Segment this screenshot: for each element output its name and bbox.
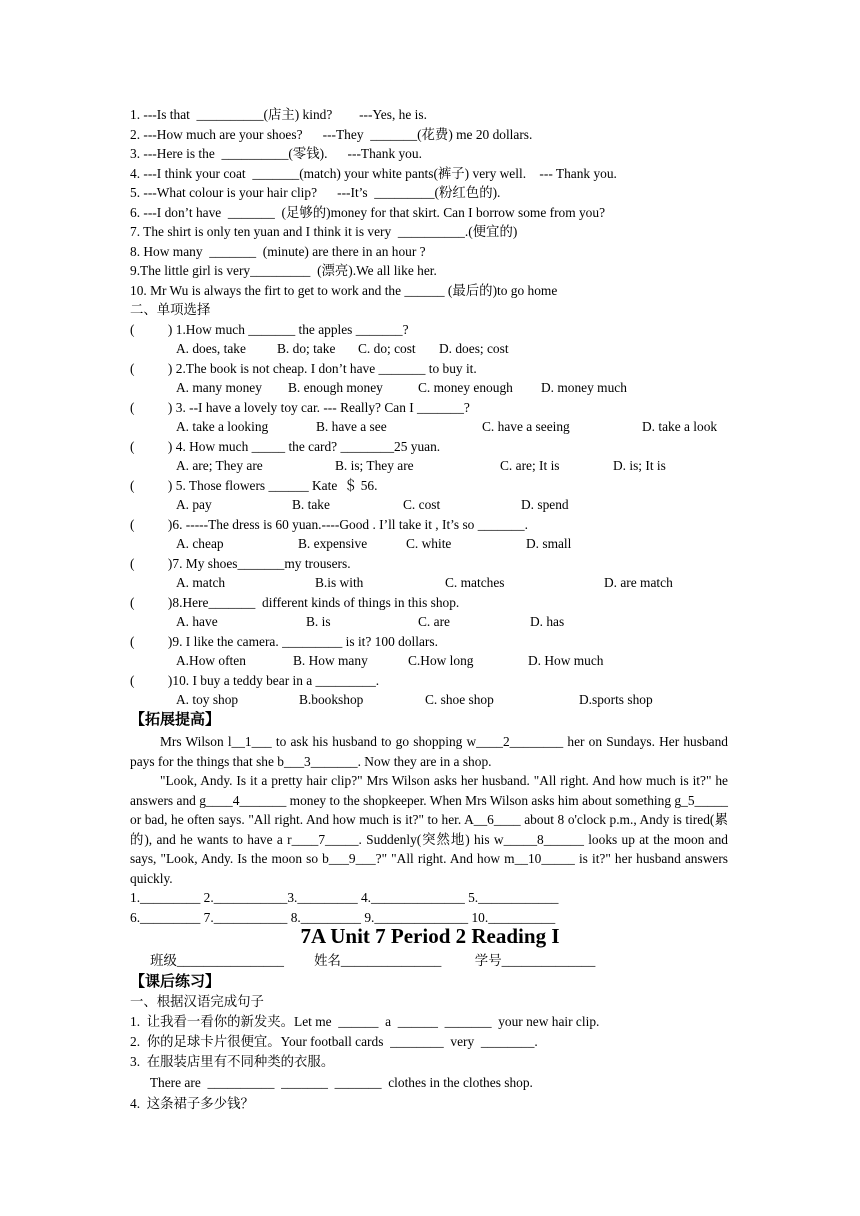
mc-question-1: ( ) 1.How much _______ the apples _______? — [130, 321, 409, 337]
mc-9-option-d: D. How much — [528, 653, 604, 668]
fill-in-item-6: 6. ---I don’t have _______ (足够的)money for that skirt. Can I borrow some from you? — [130, 204, 606, 220]
extension-heading: 【拓展提高】 — [130, 710, 221, 728]
mc-8-option-a: A. have — [176, 614, 218, 629]
mc-3-option-d: D. take a look — [642, 419, 718, 434]
mc-10-option-c: C. shoe shop — [425, 692, 494, 707]
fill-in-item-1: 1. ---Is that __________(店主) kind? ---Yes, he is. — [130, 107, 427, 122]
mc-4-option-b: B. is; They are — [335, 458, 414, 473]
mc-4-option-a: A. are; They are — [176, 458, 263, 473]
homework-heading: 【课后练习】 — [130, 972, 221, 990]
mc-2-option-d: D. money much — [541, 380, 627, 395]
lesson-title: 7A Unit 7 Period 2 Reading I — [300, 924, 560, 948]
mc-9-option-a: A.How often — [176, 653, 246, 668]
mc-5-option-d: D. spend — [521, 497, 569, 512]
translate-item-4: 4. 这条裙子多少钱？ — [130, 1096, 254, 1111]
mc-6-option-c: C. white — [406, 536, 452, 551]
mc-6-option-a: A. cheap — [176, 536, 224, 551]
fill-in-item-7: 7. The shirt is only ten yuan and I think it is very __________.(便宜的) — [130, 224, 518, 239]
translate-item-1: 1. 让我看一看你的新发夹。Let me ______ a ______ _______ your new hair clip. — [130, 1014, 600, 1029]
mc-2-option-b: B. enough money — [288, 380, 383, 395]
mc-9-option-b: B. How many — [293, 653, 368, 668]
mc-10-option-d: D.sports shop — [579, 692, 653, 707]
answer-line-1: 1._________ 2.___________3._________ 4.______________ 5.____________ — [130, 890, 559, 905]
passage-paragraph-2: "Look, Andy. Is it a pretty hair clip?" Mrs Wilson asks her husband. "All right. And how much is it?" he answers and g____4_______ money to the shopkeeper. When Mrs Wilson asks him about something g_5_____ or bad, he often says. "All right. And how much is it?" to her. A__6____ about 8 o'clock p.m., Andy is tired(累的), and he wants to have a r____7_____. Suddenly(突然地) his w_____8______ looks up at the moon and says, "Look, Andy. Is the moon so b___9___?" "All right. And how m__10_____ is it?" her husband answers quickly. — [130, 773, 728, 886]
mc-6-option-b: B. expensive — [298, 536, 368, 551]
mc-1-option-b: B. do; take — [277, 341, 336, 356]
mc-question-3: ( ) 3. --I have a lovely toy car. --- Really? Can I _______? — [130, 399, 470, 415]
mc-4-option-d: D. is; It is — [613, 458, 666, 473]
fill-in-item-3: 3. ---Here is the __________(零钱). ---Thank you. — [130, 146, 422, 161]
mc-7-option-b: B.is with — [315, 575, 364, 590]
mc-10-option-b: B.bookshop — [299, 692, 364, 707]
mc-6-option-d: D. small — [526, 536, 572, 551]
mc-7-option-d: D. are match — [604, 575, 673, 590]
mc-question-8: ( )8.Here_______ different kinds of things in this shop. — [130, 594, 460, 610]
mc-question-5: ( ) 5. Those flowers ______ Kate ＄ 56. — [130, 477, 378, 493]
mc-question-7: ( )7. My shoes_______my trousers. — [130, 555, 351, 571]
mc-2-option-a: A. many money — [176, 380, 262, 395]
translate-item-3-answer: There are __________ _______ _______ clothes in the clothes shop. — [130, 1075, 533, 1090]
fill-in-item-9: 9.The little girl is very_________ (漂亮).We all like her. — [130, 263, 437, 278]
mc-8-option-d: D. has — [530, 614, 565, 629]
answer-line-2: 6._________ 7.___________ 8._________ 9.______________ 10.__________ — [130, 910, 556, 925]
mc-question-2: ( ) 2.The book is not cheap. I don’t have _______ to buy it. — [130, 360, 477, 376]
mc-5-option-a: A. pay — [176, 497, 212, 512]
mc-1-option-d: D. does; cost — [439, 341, 509, 356]
mc-1-option-c: C. do; cost — [358, 341, 416, 356]
fill-in-item-8: 8. How many _______ (minute) are there in an hour ? — [130, 243, 426, 259]
mc-4-option-c: C. are; It is — [500, 458, 560, 473]
mc-7-option-c: C. matches — [445, 575, 505, 590]
section-2-title: 二、单项选择 — [130, 302, 211, 317]
mc-9-option-c: C.How long — [408, 653, 474, 668]
translate-item-2: 2. 你的足球卡片很便宜。Your football cards ________ very ________. — [130, 1034, 538, 1049]
mc-10-option-a: A. toy shop — [176, 692, 239, 707]
passage-paragraph-1: Mrs Wilson l__1___ to ask his husband to go shopping w____2________ her on Sundays. Her husband pays for the things that she b___3_______. Now they are in a shop. — [130, 734, 728, 769]
mc-question-6: ( )6. -----The dress is 60 yuan.----Good . I’ll take it , It’s so _______. — [130, 516, 528, 532]
student-info-line: 班级________________ 姓名_______________ 学号______________ — [130, 953, 596, 968]
mc-question-10: ( )10. I buy a teddy bear in a _________. — [130, 672, 380, 688]
mc-question-4: ( ) 4. How much _____ the card? ________25 yuan. — [130, 438, 441, 454]
mc-8-option-c: C. are — [418, 614, 450, 629]
mc-5-option-b: B. take — [292, 497, 330, 512]
section-1-title: 一、根据汉语完成句子 — [130, 994, 264, 1009]
fill-in-item-5: 5. ---What colour is your hair clip? ---It’s _________(粉红色的). — [130, 185, 501, 200]
translate-item-3: 3. 在服装店里有不同种类的衣服。 — [130, 1054, 335, 1069]
mc-3-option-c: C. have a seeing — [482, 419, 570, 434]
fill-in-item-10: 10. Mr Wu is always the firt to get to work and the ______ (最后的)to go home — [130, 282, 558, 298]
mc-3-option-a: A. take a looking — [176, 419, 269, 434]
mc-7-option-a: A. match — [176, 575, 226, 590]
mc-5-option-c: C. cost — [403, 497, 441, 512]
mc-3-option-b: B. have a see — [316, 419, 387, 434]
mc-2-option-c: C. money enough — [418, 380, 513, 395]
mc-1-option-a: A. does, take — [176, 341, 246, 356]
mc-8-option-b: B. is — [306, 614, 331, 629]
fill-in-item-2: 2. ---How much are your shoes? ---They _______(花费) me 20 dollars. — [130, 126, 533, 142]
fill-in-item-4: 4. ---I think your coat _______(match) your white pants(裤子) very well. --- Thank you. — [130, 165, 617, 181]
mc-question-9: ( )9. I like the camera. _________ is it? 100 dollars. — [130, 633, 438, 649]
